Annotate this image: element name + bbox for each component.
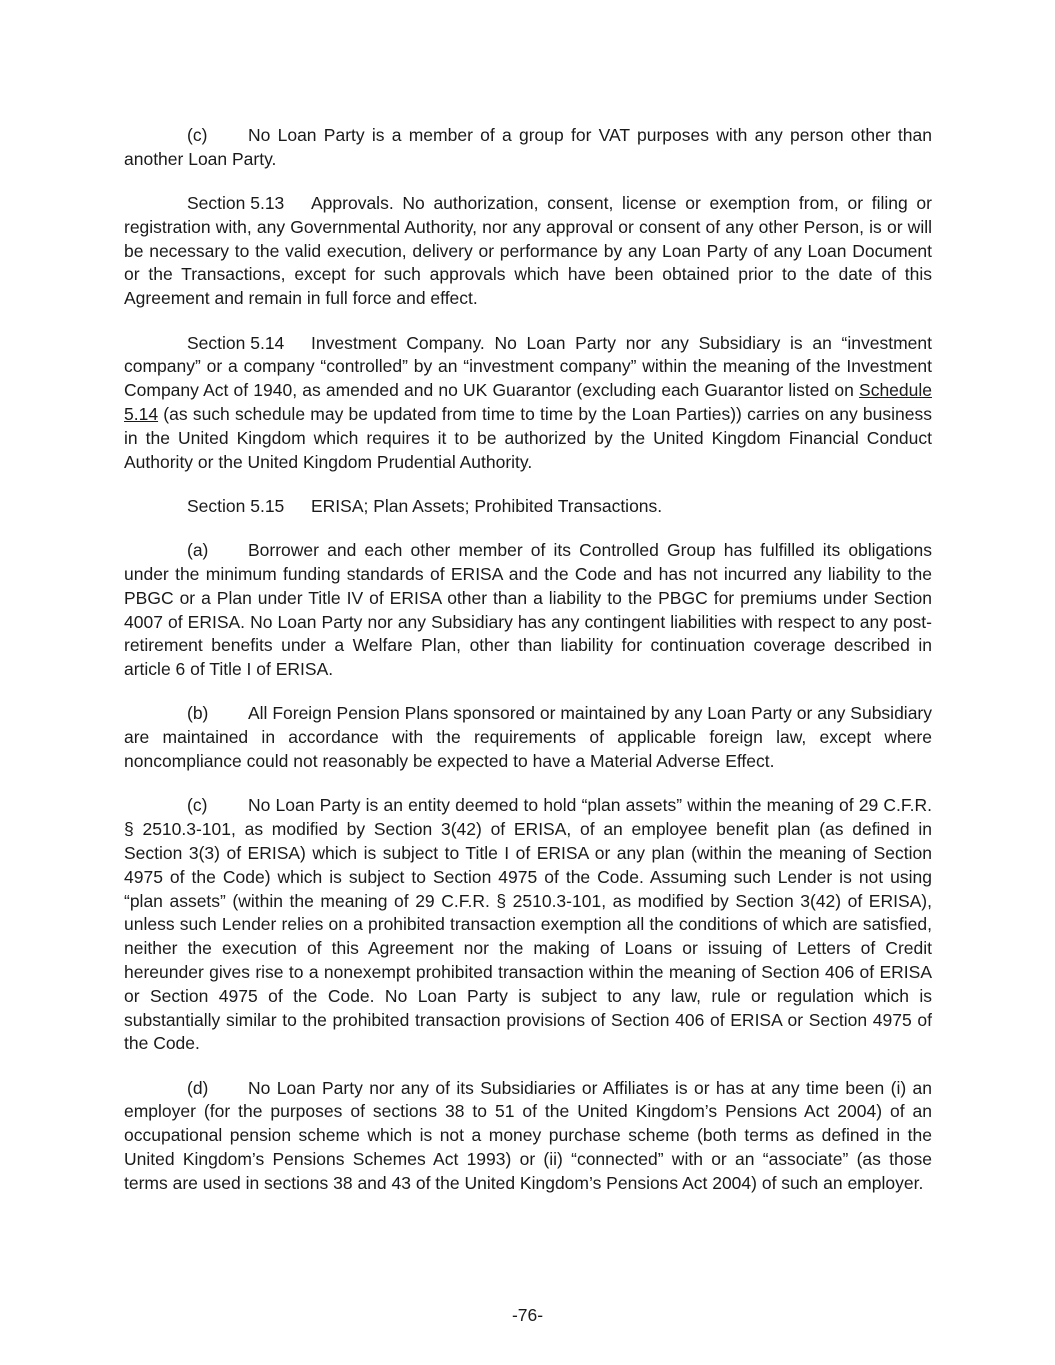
paragraph-text: No Loan Party nor any of its Subsidiaries or Affiliates is or has at any time been (i) an employer (for the purposes of sections 38 to 51 of the United Kingdom’s Pensions Act 2004) of an occupational pension scheme which is not a money purchase scheme (both terms as defined in the United Kingdom’s Pensions Schemes Act 1993) or (ii) “connected” with or an “associate” (as those terms are used in sections 38 and 43 of the United Kingdom’s Pensions Act 2004) of such an employer. — [124, 1077, 932, 1193]
paragraph-c-plan-assets — [124, 794, 932, 1056]
section-label: Section 5.13 — [187, 193, 285, 214]
clause-label: (d) — [187, 1077, 209, 1098]
section-5-13-approvals — [124, 192, 932, 311]
document-page — [124, 124, 932, 1216]
paragraph-c-vat — [124, 124, 932, 172]
page-number: -76- — [511, 1305, 544, 1325]
paragraph-text: Borrower and each other member of its Controlled Group has fulfilled its obligations under the minimum funding standards of ERISA and the Code and has not incurred any liability to the PBGC or a Plan under Title IV of ERISA other than a liability to the PBGC for premiums under Section 4007 of ERISA. No Loan Party nor any Subsidiary has any contingent liabilities with respect to any post-retirement benefits under a Welfare Plan, other than liability for continuation coverage described in article 6 of Title I of ERISA. — [124, 540, 932, 680]
section-label: Section 5.15 — [187, 495, 285, 516]
clause-label: (c) — [187, 795, 208, 816]
paragraph-text: No Loan Party is a member of a group for VAT purposes with any person other than another Loan Party. — [124, 125, 932, 169]
section-title: ERISA; Plan Assets; Prohibited Transactions. — [311, 495, 663, 516]
clause-label: (a) — [187, 540, 209, 561]
paragraph-text-b: (as such schedule may be updated from time to time by the Loan Parties)) carries on any business in the United Kingdom which requires it to be authorized by the United Kingdom Financial Conduct Authority or the United Kingdom Prudential Authority. — [124, 403, 932, 472]
section-5-15-erisa-heading — [124, 495, 932, 519]
paragraph-a-funding — [124, 539, 932, 682]
paragraph-text: All Foreign Pension Plans sponsored or maintained by any Loan Party or any Subsidiary are maintained in accordance with the requirements of applicable foreign law, except where noncompliance could not reasonably be expected to have a Material Adverse Effect. — [124, 703, 932, 772]
paragraph-text: No Loan Party is an entity deemed to hold “plan assets” within the meaning of 29 C.F.R. § 2510.3-101, as modified by Section 3(42) of ERISA, of an employee benefit plan (as defined in Section 3(3) of ERISA) which is subject to Title I of ERISA or any plan (within the meaning of Section 4975 of the Code) which is subject to Section 4975 of the Code. Assuming such Lender is not using “plan assets” (within the meaning of 29 C.F.R. § 2510.3-101, as modified by Section 3(42) of ERISA), unless such Lender relies on a prohibited transaction exemption all the conditions of which are satisfied, neither the execution of this Agreement nor the making of Loans or issuing of Letters of Credit hereunder gives rise to a nonexempt prohibited transaction within the meaning of Section 406 of ERISA or Section 4975 of the Code. No Loan Party is subject to any law, rule or regulation which is substantially similar to the prohibited transaction provisions of Section 406 of ERISA or Section 4975 of the Code. — [124, 795, 932, 1054]
paragraph-text-a: Investment Company. No Loan Party nor any Subsidiary is an “investment company” or a company “controlled” by an “investment company” within the meaning of the Investment Company Act of 1940, as amended and no UK Guarantor (excluding each Guarantor listed on — [124, 332, 932, 401]
paragraph-text: Approvals. No authorization, consent, license or exemption from, or filing or registration with, any Governmental Authority, nor any approval or consent of any other Person, is or will be necessary to the valid execution, delivery or performance by any Loan Party of any Loan Document or the Transactions, except for such approvals which have been obtained prior to the date of this Agreement and remain in full force and effect. — [124, 193, 932, 309]
section-label: Section 5.14 — [187, 332, 285, 353]
clause-label: (c) — [187, 125, 208, 145]
section-5-14-investment-company — [124, 332, 932, 475]
clause-label: (b) — [187, 703, 209, 724]
schedule-reference: Schedule 5.14 — [124, 380, 932, 424]
paragraph-d-uk-pensions — [124, 1077, 932, 1196]
paragraph-b-foreign-pension — [124, 702, 932, 773]
